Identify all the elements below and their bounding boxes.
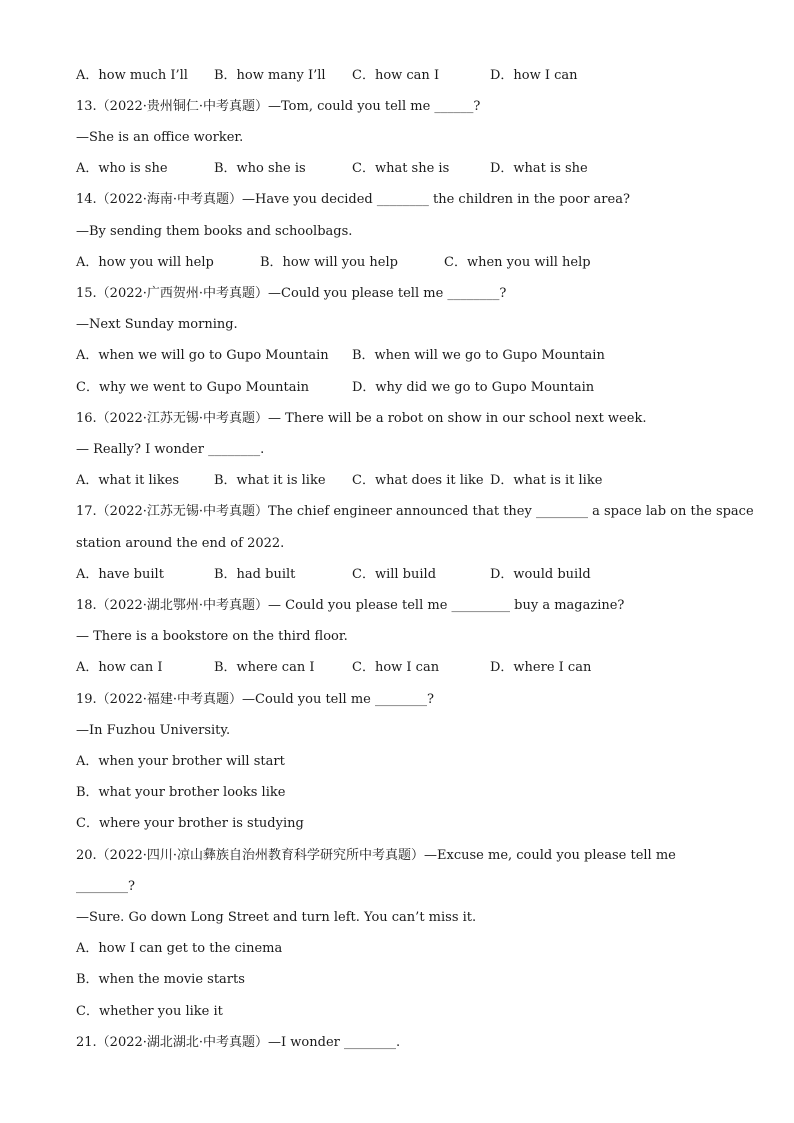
answer-option: B．how will you help: [260, 255, 398, 270]
answer-option: D．why did we go to Gupo Mountain: [352, 380, 595, 395]
answer-option: A．have built: [76, 567, 164, 582]
answer-option: A．who is she: [76, 161, 168, 176]
text-line: 13.（2022·贵州铜仁·中考真题）—Tom, could you tell me ______?: [76, 99, 481, 114]
text-line: A．how I can get to the cinema: [76, 941, 283, 956]
answer-option: C．what she is: [352, 161, 450, 176]
text-line: ________?: [76, 879, 135, 894]
answer-option: D．how I can: [490, 68, 578, 83]
answer-option: C．will build: [352, 567, 437, 582]
answer-option: B．when will we go to Gupo Mountain: [352, 348, 605, 363]
answer-option: A．what it likes: [76, 473, 180, 488]
answer-option: B．what it is like: [214, 473, 326, 488]
text-line: —In Fuzhou University.: [76, 723, 231, 738]
text-line: 19.（2022·福建·中考真题）—Could you tell me ________?: [76, 692, 434, 707]
answer-option: D．where I can: [490, 660, 592, 675]
text-line: 18.（2022·湖北鄂州·中考真题）— Could you please tell me _________ buy a magazine?: [76, 598, 625, 613]
answer-option: A．how can I: [76, 660, 163, 675]
text-line: C．where your brother is studying: [76, 816, 304, 831]
answer-option: C．how can I: [352, 68, 440, 83]
answer-option: B．who she is: [214, 161, 306, 176]
text-line: 20.（2022·四川·凉山彝族自治州教育科学研究所中考真题）—Excuse me, could you please tell me: [76, 848, 676, 863]
text-line: C．whether you like it: [76, 1004, 223, 1019]
text-line: —She is an office worker.: [76, 130, 244, 145]
text-line: 21.（2022·湖北湖北·中考真题）—I wonder ________.: [76, 1035, 401, 1050]
text-line: 16.（2022·江苏无锡·中考真题）— There will be a robot on show in our school next week.: [76, 411, 647, 426]
answer-option: A．how much I’ll: [76, 68, 188, 83]
text-line: —Sure. Go down Long Street and turn left. You can’t miss it.: [76, 910, 477, 925]
text-line: B．when the movie starts: [76, 972, 245, 987]
answer-option: C．what does it like: [352, 473, 484, 488]
text-line: —Next Sunday morning.: [76, 317, 238, 332]
text-line: station around the end of 2022.: [76, 536, 285, 551]
answer-option: C．how I can: [352, 660, 440, 675]
text-line: — Really? I wonder ________.: [76, 442, 265, 457]
text-line: A．when your brother will start: [76, 754, 285, 769]
text-line: B．what your brother looks like: [76, 785, 286, 800]
answer-option: B．had built: [214, 567, 296, 582]
answer-option: D．what is she: [490, 161, 588, 176]
answer-option: C．when you will help: [444, 255, 591, 270]
answer-option: B．how many I’ll: [214, 68, 326, 83]
answer-option: D．what is it like: [490, 473, 603, 488]
answer-option: D．would build: [490, 567, 591, 582]
text-line: —By sending them books and schoolbags.: [76, 224, 353, 239]
answer-option: B．where can I: [214, 660, 315, 675]
answer-option: A．how you will help: [76, 255, 214, 270]
text-line: 15.（2022·广西贺州·中考真题）—Could you please tell me ________?: [76, 286, 507, 301]
answer-option: C．why we went to Gupo Mountain: [76, 380, 310, 395]
answer-option: A．when we will go to Gupo Mountain: [76, 348, 329, 363]
text-line: — There is a bookstore on the third floor.: [76, 629, 348, 644]
text-line: 17.（2022·江苏无锡·中考真题）The chief engineer announced that they ________ a space lab on the space: [76, 504, 754, 519]
text-line: 14.（2022·海南·中考真题）—Have you decided ________ the children in the poor area?: [76, 192, 630, 207]
